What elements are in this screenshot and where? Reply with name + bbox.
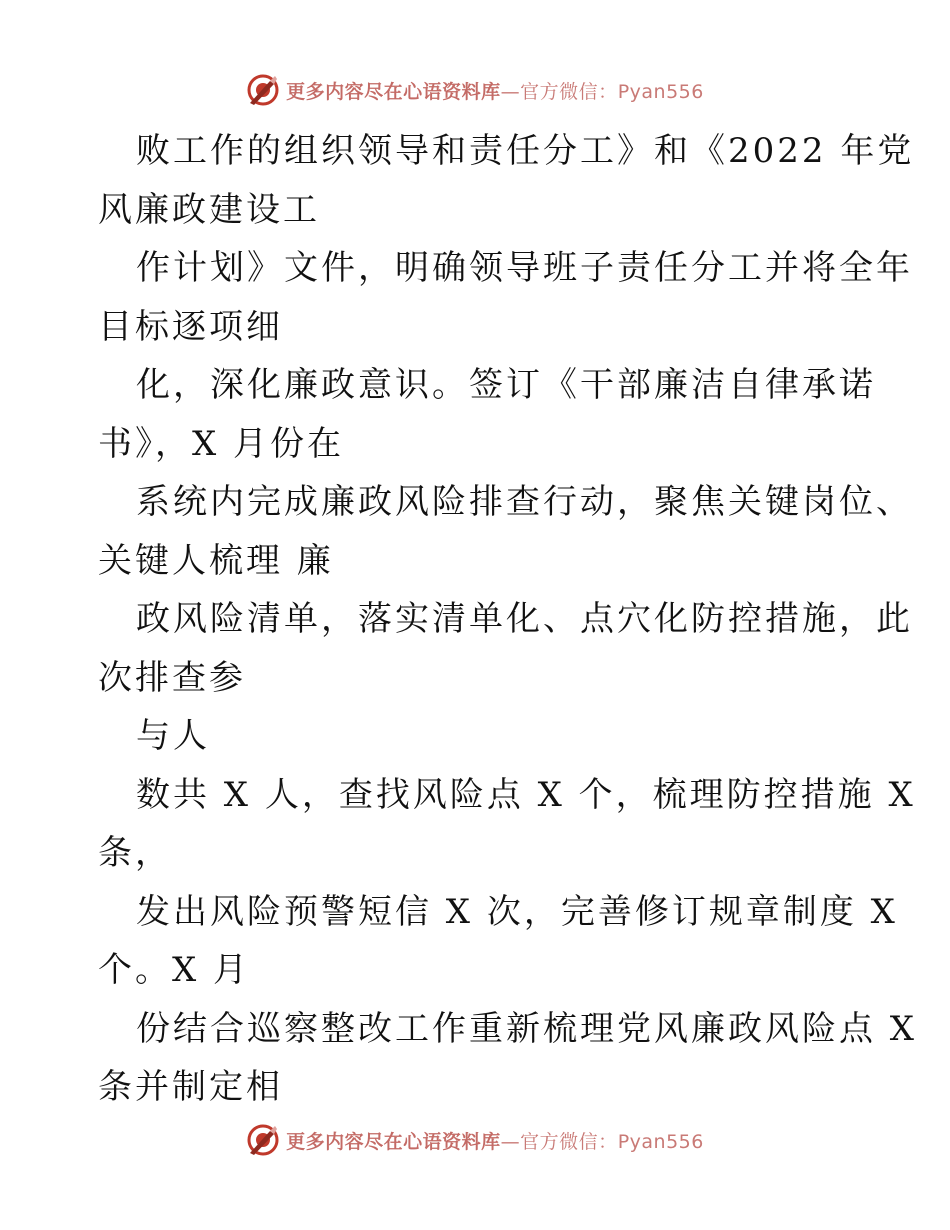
pen-circle-logo-icon (246, 73, 280, 107)
header-banner-dash: — (500, 80, 521, 103)
body-line: 条并制定相 (98, 1067, 283, 1107)
body-line: 目标逐项细 (98, 306, 283, 347)
body-line: 个。X 月 (98, 950, 251, 990)
body-line: 数共 X 人，查找风险点 X 个，梳理防控措施 X (136, 774, 916, 815)
footer-banner-text (286, 1127, 704, 1154)
body-line: 败工作的组织领导和责任分工》和《2022 年党 (136, 131, 915, 171)
footer-banner-main: 更多内容尽在心语资料库 (286, 1130, 501, 1153)
header-banner-main: 更多内容尽在心语资料库 (286, 80, 501, 103)
header-banner-wechat-label: 官方微信： (520, 80, 618, 103)
footer-banner-wechat-id: Pyan556 (617, 1130, 704, 1153)
footer-banner-wechat-label: 官方微信： (520, 1130, 618, 1153)
body-line: 份结合巡察整改工作重新梳理党风廉政风险点 X (136, 1008, 918, 1049)
body-line: 风廉政建设工 (98, 189, 320, 230)
header-banner-wechat-id: Pyan556 (617, 80, 704, 103)
body-line: 政风险清单，落实清单化、点穴化防控措施，此 (136, 599, 913, 639)
body-line: 系统内完成廉政风险排查行动，聚焦关键岗位、 (136, 482, 913, 522)
footer-banner-dash: — (500, 1130, 521, 1153)
body-line: 与人 (136, 716, 210, 756)
body-line: 作计划》文件，明确领导班子责任分工并将全年 (136, 248, 913, 288)
footer-banner (0, 1120, 950, 1160)
body-line: 条， (98, 833, 172, 873)
document-body (98, 122, 918, 1117)
pen-circle-logo-icon (246, 1123, 280, 1157)
body-line: 关键人梳理 廉 (98, 540, 334, 581)
header-banner-text (286, 77, 704, 104)
header-banner (0, 70, 950, 110)
body-line: 化，深化廉政意识。签订《干部廉洁自律承诺 (136, 365, 876, 405)
body-line: 次排查参 (98, 657, 246, 698)
body-line: 发出风险预警短信 X 次，完善修订规章制度 X (136, 891, 898, 932)
body-line: 书》，X 月份在 (98, 423, 345, 464)
